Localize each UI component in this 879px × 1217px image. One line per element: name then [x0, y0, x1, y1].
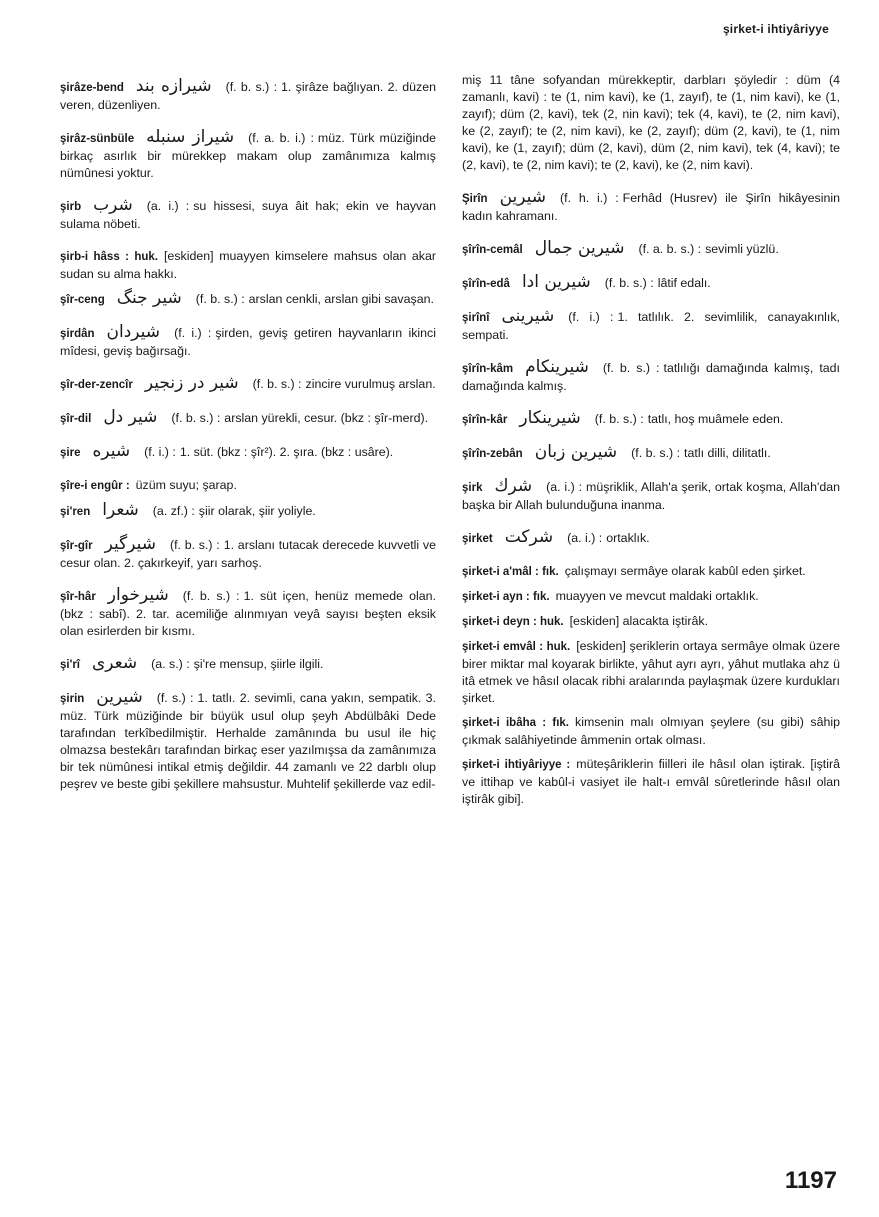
entry-definition: şiir olarak, şiir yoliyle.: [198, 504, 316, 518]
entry-headword: şîrîn-edâ: [462, 278, 510, 290]
entry-arabic-script: شيردان: [106, 322, 161, 342]
entry-definition: [eskiden] alacakta iştirâk.: [569, 614, 709, 628]
entry-arabic-script: شيرينى: [501, 306, 555, 326]
entry-headword: şîr-hâr: [60, 591, 96, 603]
entry-definition: çalışmayı sermâye olarak kabûl eden şirket.: [564, 564, 806, 578]
dictionary-entry: [60, 587, 436, 640]
entry-arabic-script: شير دل: [103, 407, 158, 427]
entry-arabic-script: شيرين زبان: [534, 442, 618, 462]
entry-definition: [eskiden] muayyen kimselere mahsus olan akar sudan su alma hakkı.: [60, 249, 436, 281]
entry-arabic-script: شعرى: [92, 653, 138, 673]
entry-headword: şirket-i deyn : huk.: [462, 616, 564, 628]
entry-definition: kimsenin malı olmıyan şeylere (su gibi) sâhip çıkmak salâhiyetinde âmmenin ortak olması.: [462, 715, 841, 747]
entry-grammar-label: (f. i.) :: [174, 326, 212, 340]
dictionary-entry: [60, 197, 436, 233]
entry-definition: sevimli yüzlü.: [705, 242, 779, 256]
dictionary-entry: [60, 78, 436, 114]
entry-arabic-script: شيرين جمال: [534, 238, 625, 258]
entry-headword: şirb: [60, 201, 82, 213]
entry-definition: üzüm suyu; şarap.: [135, 478, 237, 492]
dictionary-entry: [462, 189, 840, 225]
entry-headword: şirâz-sünbüle: [60, 133, 135, 145]
page-number: 1197: [784, 1167, 837, 1194]
entry-headword: şirin: [60, 693, 85, 705]
entry-arabic-script: شيرينكام: [525, 357, 589, 377]
entry-definition: şirden, geviş getiren hayvanların ikinci mîdesi, geviş bağırsağı.: [60, 326, 436, 358]
entry-headword: şire: [60, 447, 81, 459]
entry-headword: Şirîn: [462, 193, 488, 205]
dictionary-entry: [462, 72, 840, 174]
entry-headword: şîrîn-kâm: [462, 363, 514, 375]
entry-headword: şirket-i ayn : fık.: [462, 591, 550, 603]
entry-headword: şi'rî: [60, 659, 80, 671]
dictionary-entry: [462, 529, 840, 548]
entry-headword: şirket-i ihtiyâriyye :: [462, 759, 571, 771]
dictionary-entry: [60, 689, 436, 793]
entry-definition: tatlı dilli, dilitatlı.: [684, 446, 771, 460]
dictionary-entry: [60, 324, 436, 360]
entry-arabic-script: شرب: [93, 195, 133, 215]
entry-grammar-label: (f. a. b. i.) :: [248, 131, 314, 145]
entry-definition: 1. tatlı. 2. sevimli, cana yakın, sempatik. 3. müz. Türk müziğinde bir büyük usul olup şeyh Abdülbâki Dede tarafından terkîbedilmiştir. Herhalde zamânında bu usul ile hiç olmazsa bestekârı tarafından birkaç eser yazılmışsa da zamânımıza bir tek nümûnesi intikal etmiş değildir. 44 zamanlı ve 22 darblı olup peşrev ve beste gibi şekillere mahsustur. Muhtelif şekillerde vaz edil-: [60, 691, 436, 791]
entry-definition: lâtif edalı.: [657, 276, 711, 290]
entry-headword: şi'ren: [60, 506, 91, 518]
entry-arabic-script: شعرا: [102, 500, 139, 520]
entry-definition: 1. süt. (bkz : şîr²). 2. şıra. (bkz : usâre).: [179, 445, 394, 459]
entry-definition: 1. arslanı tutacak derecede kuvvetli ve cesur olan. 2. çakırkeyif, yarı sarhoş.: [60, 538, 436, 570]
entry-grammar-label: (f. b. s.) :: [225, 80, 278, 94]
entry-definition: tatlılığı damağında kalmış, tadı damağında kalmış.: [462, 361, 840, 393]
entry-definition: arslan yürekli, cesur. (bkz : şîr-merd).: [224, 411, 429, 425]
entry-grammar-label: (a. zf.) :: [152, 504, 195, 518]
entry-arabic-script: شيرين: [499, 187, 546, 207]
entry-definition: ortaklık.: [606, 531, 650, 545]
entry-arabic-script: شيراز سنبله: [146, 127, 235, 147]
entry-definition: miş 11 tâne sofyandan mürekkeptir, darbları şöyledir : düm (4 zamanlı, kavi) : te (1, nim kavi), ke (1, zayıf), te (1, nim kavi), ke (1, zayıf); düm (2, kavi), tek (2, nin kavi); tek (4, kavi), te (2, nim kavi), ke (2, zayıf); te (2, nim kavi), ke (2, zayıf); düm (2, kavi), te (1, nim kavi), ke (1, zayıf); düm (2, kavi), düm (2, nim kavi), tek (4, kavi); te (2, kavi), te (2, nim kavi); te (2, kavi), ke (2, nim kavi).: [462, 73, 840, 172]
entry-definition: arslan cenkli, arslan gibi savaşan.: [248, 292, 434, 306]
entry-grammar-label: (f. b. s.) :: [169, 538, 220, 552]
entry-arabic-script: شير جنگ: [116, 288, 182, 308]
entry-headword: şîr-dil: [60, 413, 92, 425]
dictionary-entry: [60, 536, 436, 572]
entry-definition: 1. tatlılık. 2. sevimlilik, canayakınlık, sempati.: [462, 310, 840, 342]
dictionary-entry: [462, 478, 840, 514]
entry-headword: şirb-i hâss : huk.: [60, 251, 158, 263]
entry-grammar-label: (f. h. i.) :: [560, 191, 619, 205]
entry-grammar-label: (f. b. s.) :: [171, 411, 221, 425]
entry-grammar-label: (f. a. b. s.) :: [638, 242, 702, 256]
entry-headword: şirket-i emvâl : huk.: [462, 641, 571, 653]
dictionary-entry: [462, 613, 840, 631]
entry-definition: su hissesi, suya âit hak; ekin ve hayvan sulama nöbeti.: [60, 199, 437, 231]
entry-arabic-script: شيرازه بند: [135, 76, 212, 96]
entry-grammar-label: (f. b. s.) :: [195, 292, 245, 306]
dictionary-entry: [462, 756, 840, 808]
entry-definition: müşriklik, Allah'a şerik, ortak koşma, Allah'dan başka bir Allah bulunduğuna inanma.: [462, 480, 840, 512]
entry-definition: [eskiden] şeriklerin ortaya sermâye olmak üzere birer miktar mal koyarak birlikte, yâhut ayrı ayrı, yâhut mutlaka ahz ü itâ etmek ve hâsıl olacak ribhi aralarında paylaşmak üzere kurdukları şirket.: [462, 639, 840, 705]
dictionary-entry: [60, 290, 436, 309]
dictionary-entry: [60, 129, 436, 182]
entry-grammar-label: (f. i.) :: [568, 310, 614, 324]
entry-definition: Ferhâd (Husrev) ile Şirîn hikâyesinin kadın kahramanı.: [462, 191, 841, 223]
entry-arabic-script: شركت: [504, 527, 554, 547]
dictionary-entry: [60, 248, 436, 283]
entry-arabic-script: شرك: [494, 476, 533, 496]
entry-grammar-label: (f. b. s.) :: [594, 412, 644, 426]
entry-headword: şirdân: [60, 328, 95, 340]
dictionary-entry: [60, 409, 436, 428]
entry-grammar-label: (f. s.) :: [156, 691, 194, 705]
entry-definition: müz. Türk müziğinde birkaç asırlık bir mürekkep makam olup zamânımıza kalmış nümûnesi yoktur.: [60, 131, 436, 180]
dictionary-entry: [60, 477, 436, 495]
right-column: [462, 72, 840, 815]
dictionary-entry: [60, 502, 436, 521]
dictionary-entry: [462, 410, 840, 429]
entry-arabic-script: شيرينكار: [519, 408, 581, 428]
entry-grammar-label: (f. b. s.) :: [602, 361, 660, 375]
dictionary-entry: [462, 588, 840, 606]
entry-arabic-script: شيره: [92, 441, 131, 461]
entry-arabic-script: شيرخوار: [107, 585, 169, 605]
dictionary-entry: [462, 359, 840, 395]
entry-headword: şirket: [462, 533, 493, 545]
entry-grammar-label: (f. b. s.) :: [182, 589, 240, 603]
dictionary-entry: [462, 714, 840, 749]
entry-headword: şîr-gîr: [60, 540, 93, 552]
entry-headword: şîr-ceng: [60, 294, 105, 306]
dictionary-entry: [60, 443, 436, 462]
entry-headword: şirînî: [462, 312, 490, 324]
dictionary-entry: [60, 655, 436, 674]
entry-headword: şîrîn-kâr: [462, 414, 508, 426]
entry-definition: müteşâriklerin fiilleri ile hâsıl olan iştirak. [iştirâ ve ittihap ve kabûl-i vasiyet ile halt-ı emvâl sûretlerinde hâsıl olan iştirâk gibi].: [462, 757, 841, 806]
entry-grammar-label: (a. i.) :: [567, 531, 603, 545]
entry-headword: şîr-der-zencîr: [60, 379, 133, 391]
entry-definition: tatlı, hoş muâmele eden.: [647, 412, 784, 426]
entry-definition: şi're mensup, şiirle ilgili.: [193, 657, 324, 671]
dictionary-entry: [462, 240, 840, 259]
entry-arabic-script: شيرين: [96, 687, 143, 707]
entry-grammar-label: (f. b. s.) :: [604, 276, 654, 290]
entry-headword: şîrîn-cemâl: [462, 244, 523, 256]
entry-arabic-script: شيرين ادا: [521, 272, 591, 292]
left-column: [60, 78, 436, 808]
entry-grammar-label: (f. i.) :: [144, 445, 176, 459]
entry-headword: şîre-i engûr :: [60, 480, 130, 492]
entry-grammar-label: (a. s.) :: [151, 657, 190, 671]
entry-grammar-label: (f. b. s.) :: [252, 377, 302, 391]
dictionary-entry: [462, 638, 840, 707]
entry-definition: zincire vurulmuş arslan.: [305, 377, 436, 391]
dictionary-entry: [462, 308, 840, 344]
dictionary-entry: [60, 375, 436, 394]
dictionary-entry: [462, 444, 840, 463]
entry-headword: şîrîn-zebân: [462, 448, 523, 460]
dictionary-entry: [462, 274, 840, 293]
entry-grammar-label: (f. b. s.) :: [631, 446, 681, 460]
entry-grammar-label: (a. i.) :: [146, 199, 190, 213]
entry-definition: 1. süt içen, henüz memede olan. (bkz : sabî). 2. tar. acemiliğe alınmıyan veyâ sayısı beşten eksik olan esirlerden bir kısmı.: [60, 589, 436, 638]
entry-arabic-script: شيرگير: [104, 534, 156, 554]
entry-definition: muayyen ve mevcut maldaki ortaklık.: [555, 589, 759, 603]
entry-definition: 1. şirâze bağlıyan. 2. düzen veren, düzenliyen.: [60, 80, 436, 112]
running-head: şirket-i ihtiyâriyye: [722, 22, 829, 36]
dictionary-entry: [462, 563, 840, 581]
entry-headword: şirket-i a'mâl : fık.: [462, 566, 559, 578]
entry-grammar-label: (a. i.) :: [546, 480, 583, 494]
entry-arabic-script: شير در زنجير: [144, 373, 239, 393]
entry-headword: şirâze-bend: [60, 82, 124, 94]
entry-headword: şirket-i ibâha : fık.: [462, 717, 570, 729]
entry-headword: şirk: [462, 482, 483, 494]
